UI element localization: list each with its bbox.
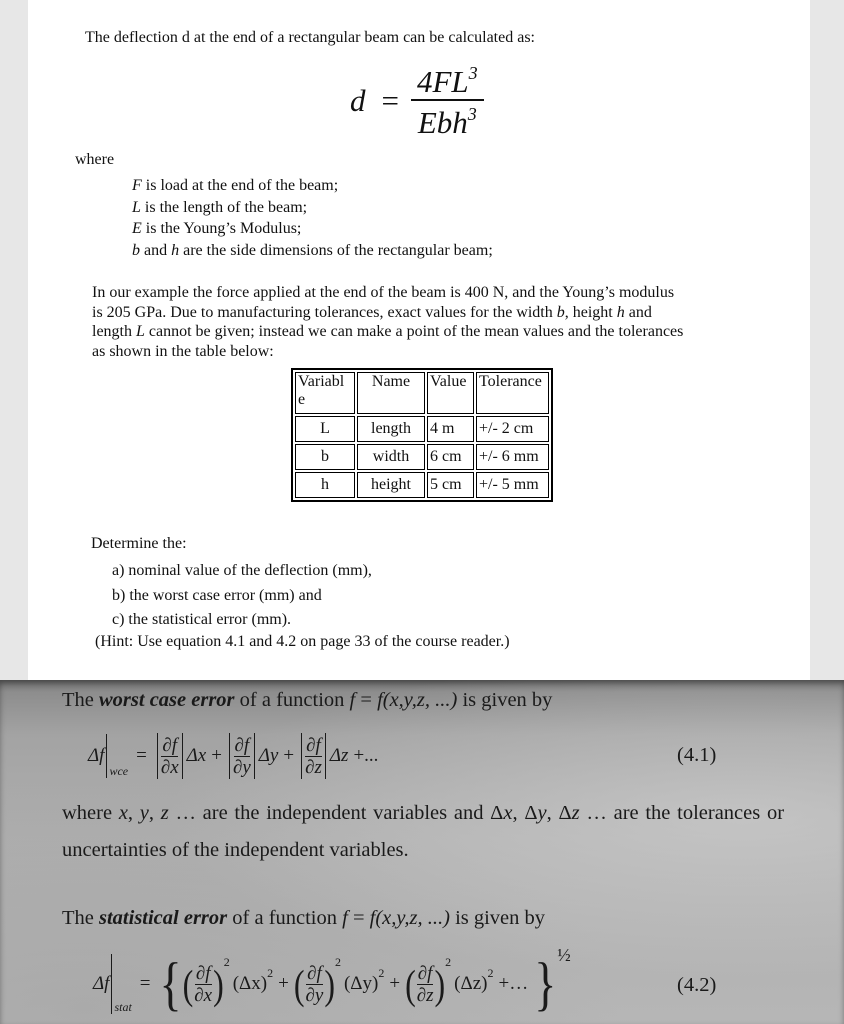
textbook-photo	[0, 680, 844, 1024]
text-run: uncertainties of the independent variables.	[62, 839, 409, 861]
tolerance-term: Δy	[258, 745, 279, 766]
col-header-tolerance: Tolerance	[476, 372, 549, 414]
cell-tolerance: +/- 6 mm	[476, 444, 549, 470]
text-run: is 205 GPa. Due to manufacturing tolerances, exact values for the width	[92, 303, 557, 321]
partial-derivative	[304, 963, 324, 1006]
italic-symbol: f(x,y,z, ...)	[377, 689, 458, 711]
text-run: is load at the end of the beam;	[141, 177, 339, 194]
eq42-evaluation-bar	[111, 954, 131, 1014]
italic-symbol: x	[503, 802, 513, 824]
where-label: where	[75, 151, 115, 168]
deflection-formula	[350, 58, 484, 143]
square-exponent: 2	[487, 966, 494, 980]
hint-text: (Hint: Use equation 4.1 and 4.2 on page 33 of the course reader.)	[95, 633, 510, 650]
eq42-lhs: Δf	[93, 973, 110, 994]
example-paragraph	[92, 283, 683, 361]
close-paren: )	[434, 960, 446, 1008]
header-text: Variable	[298, 373, 345, 408]
italic-symbol: f	[342, 907, 348, 929]
equation-number-4-1: (4.1)	[677, 744, 717, 766]
text-run: ,	[127, 802, 140, 824]
variable-definitions	[132, 175, 493, 261]
worst-case-intro	[62, 688, 552, 712]
absolute-value	[157, 733, 183, 779]
numerator-exponent: 3	[468, 62, 478, 83]
col-header-name: Name	[357, 372, 425, 414]
cell-value: 5 cm	[427, 472, 474, 498]
table-row	[295, 444, 549, 470]
text-run: , Δ	[512, 802, 538, 824]
text-run: are the side dimensions of the rectangular beam;	[179, 241, 493, 259]
table-row	[295, 416, 549, 442]
frac-numerator: ∂f	[234, 734, 250, 756]
text-run: =	[355, 689, 378, 711]
plus-sign: +	[278, 973, 289, 994]
close-brace: }	[534, 950, 557, 1017]
tolerance-term: (Δz)	[454, 973, 488, 994]
text-run: , height	[564, 303, 617, 321]
italic-symbol: L	[132, 198, 141, 216]
equation-4-1	[88, 730, 383, 782]
eq41-evaluation-bar	[106, 734, 128, 778]
frac-numerator: ∂f	[162, 734, 178, 756]
statistical-intro	[62, 906, 545, 930]
square-exponent: 2	[223, 955, 230, 969]
square-exponent: 2	[378, 966, 385, 980]
definition-item	[132, 197, 493, 219]
text-run: and	[624, 303, 652, 321]
task-label: Determine the:	[91, 535, 187, 552]
italic-symbol: f(x,y,z, ...)	[369, 907, 450, 929]
italic-symbol: h	[616, 303, 625, 321]
formula-numerator	[411, 59, 484, 101]
formula-equals-sign: =	[381, 82, 399, 118]
close-paren: )	[213, 960, 224, 1008]
partial-derivative	[304, 735, 323, 778]
frac-numerator: ∂f	[195, 962, 211, 984]
task-list	[112, 559, 372, 633]
denominator-exponent: 3	[467, 103, 477, 124]
frac-denominator: ∂z	[305, 756, 322, 778]
absolute-value	[301, 733, 326, 779]
paragraph-line	[92, 283, 683, 303]
numerator-text: 4FL	[416, 63, 469, 99]
trailing-ellipsis: +…	[498, 973, 529, 994]
italic-symbol: h	[171, 241, 180, 259]
cell-name: height	[357, 472, 425, 498]
italic-symbol: y	[537, 802, 547, 824]
table-row	[295, 472, 549, 498]
open-brace: {	[159, 950, 182, 1017]
equation-number-4-2: (4.2)	[677, 974, 717, 996]
text-run: of a function	[234, 689, 350, 711]
open-paren: (	[182, 960, 194, 1008]
cell-name: length	[357, 416, 425, 442]
emphasis-term: worst case error	[99, 689, 235, 711]
italic-symbol: b	[556, 303, 565, 321]
italic-symbol: z	[160, 802, 169, 824]
text-run: is the length of the beam;	[140, 198, 308, 216]
partial-derivative	[232, 735, 252, 778]
cell-variable: h	[295, 472, 355, 498]
frac-denominator: ∂y	[305, 984, 324, 1006]
tolerance-table	[291, 368, 553, 502]
frac-denominator: ∂y	[232, 756, 251, 778]
square-exponent: 2	[267, 966, 274, 980]
cell-name: width	[357, 444, 425, 470]
text-run: is the Young’s Modulus;	[141, 220, 302, 237]
equation-4-2	[93, 945, 571, 1023]
text-run: where	[62, 802, 119, 824]
plus-sign: +	[211, 745, 222, 766]
definition-item	[132, 240, 493, 262]
col-header-value: Value	[427, 372, 474, 414]
italic-symbol: L	[136, 323, 145, 340]
cell-variable: L	[295, 416, 355, 442]
intro-sentence: The deflection d at the end of a rectangular beam can be calculated as:	[85, 29, 535, 46]
italic-symbol: E	[132, 220, 142, 237]
tolerance-term: Δx	[186, 745, 207, 766]
formula-lhs: d	[350, 82, 366, 118]
cell-variable: b	[295, 444, 355, 470]
partial-derivative	[160, 735, 180, 778]
eq41-lhs: Δf	[88, 745, 105, 766]
tolerance-term: (Δy)	[343, 973, 379, 994]
where-line	[62, 801, 784, 825]
italic-symbol: F	[132, 177, 142, 194]
text-run: length	[92, 323, 136, 340]
tolerance-term: (Δx)	[232, 973, 268, 994]
definition-item	[132, 175, 493, 197]
eq42-equals: =	[139, 973, 151, 994]
tolerance-term: Δz	[329, 745, 349, 766]
frac-denominator: ∂x	[194, 984, 213, 1006]
text-run: as shown in the table below:	[92, 342, 274, 360]
frac-denominator: ∂x	[160, 756, 179, 778]
paragraph-line	[92, 303, 683, 323]
cell-value: 6 cm	[427, 444, 474, 470]
text-run: of a function	[227, 907, 343, 929]
italic-symbol: b	[132, 241, 140, 259]
text-run: The	[62, 689, 99, 711]
where-line	[62, 838, 409, 862]
text-run: cannot be given; instead we can make a point of the mean values and the tolerances	[144, 323, 684, 340]
text-run: =	[347, 907, 370, 929]
paragraph-line	[92, 342, 683, 362]
italic-symbol: z	[571, 802, 580, 824]
cell-value: 4 m	[427, 416, 474, 442]
cell-tolerance: +/- 2 cm	[476, 416, 549, 442]
close-paren: )	[324, 960, 335, 1008]
frac-numerator: ∂f	[306, 734, 321, 756]
col-header-variable	[295, 372, 355, 414]
italic-symbol: x	[118, 802, 128, 824]
task-item: a) nominal value of the deflection (mm),	[112, 562, 372, 579]
formula-fraction	[411, 59, 484, 143]
denominator-text: Ebh	[417, 104, 468, 140]
frac-numerator: ∂f	[307, 962, 322, 984]
open-paren: (	[405, 960, 416, 1008]
task-item: c) the statistical error (mm).	[112, 611, 292, 628]
text-run: , Δ	[546, 802, 572, 824]
text-run: In our example the force applied at the end of the beam is 400 N, and the Young’s modulus	[92, 284, 675, 301]
definition-item	[132, 218, 493, 240]
text-run: … are the independent variables and Δ	[168, 802, 504, 824]
frac-denominator: ∂z	[416, 984, 434, 1006]
italic-symbol: f	[349, 689, 356, 711]
partial-derivative	[193, 963, 213, 1006]
text-run: … are the tolerances or	[579, 802, 785, 824]
italic-symbol: y	[139, 802, 149, 824]
eq41-equals: =	[136, 745, 147, 766]
text-run: The	[62, 907, 99, 929]
square-exponent: 2	[334, 955, 341, 969]
open-paren: (	[293, 960, 305, 1008]
partial-derivative	[416, 963, 435, 1006]
plus-sign: +	[389, 973, 401, 994]
plus-sign: +	[283, 745, 295, 766]
paragraph-line	[92, 322, 683, 342]
absolute-value	[229, 733, 255, 779]
frac-numerator: ∂f	[417, 962, 433, 984]
eq42-subscript: stat	[114, 1000, 132, 1014]
formula-denominator	[412, 101, 483, 143]
half-power-exponent: ½	[557, 945, 571, 965]
cell-tolerance: +/- 5 mm	[476, 472, 549, 498]
square-exponent: 2	[445, 955, 452, 969]
eq41-subscript: wce	[109, 764, 129, 778]
text-run: is given by	[457, 689, 553, 711]
trailing-ellipsis: +...	[353, 745, 379, 766]
emphasis-term: statistical error	[99, 907, 228, 929]
table-header-row	[295, 372, 549, 414]
text-run: and	[140, 241, 172, 259]
task-item: b) the worst case error (mm) and	[112, 586, 322, 604]
problem-sheet	[28, 0, 810, 680]
text-run: ,	[148, 802, 161, 824]
text-run: is given by	[449, 907, 546, 929]
